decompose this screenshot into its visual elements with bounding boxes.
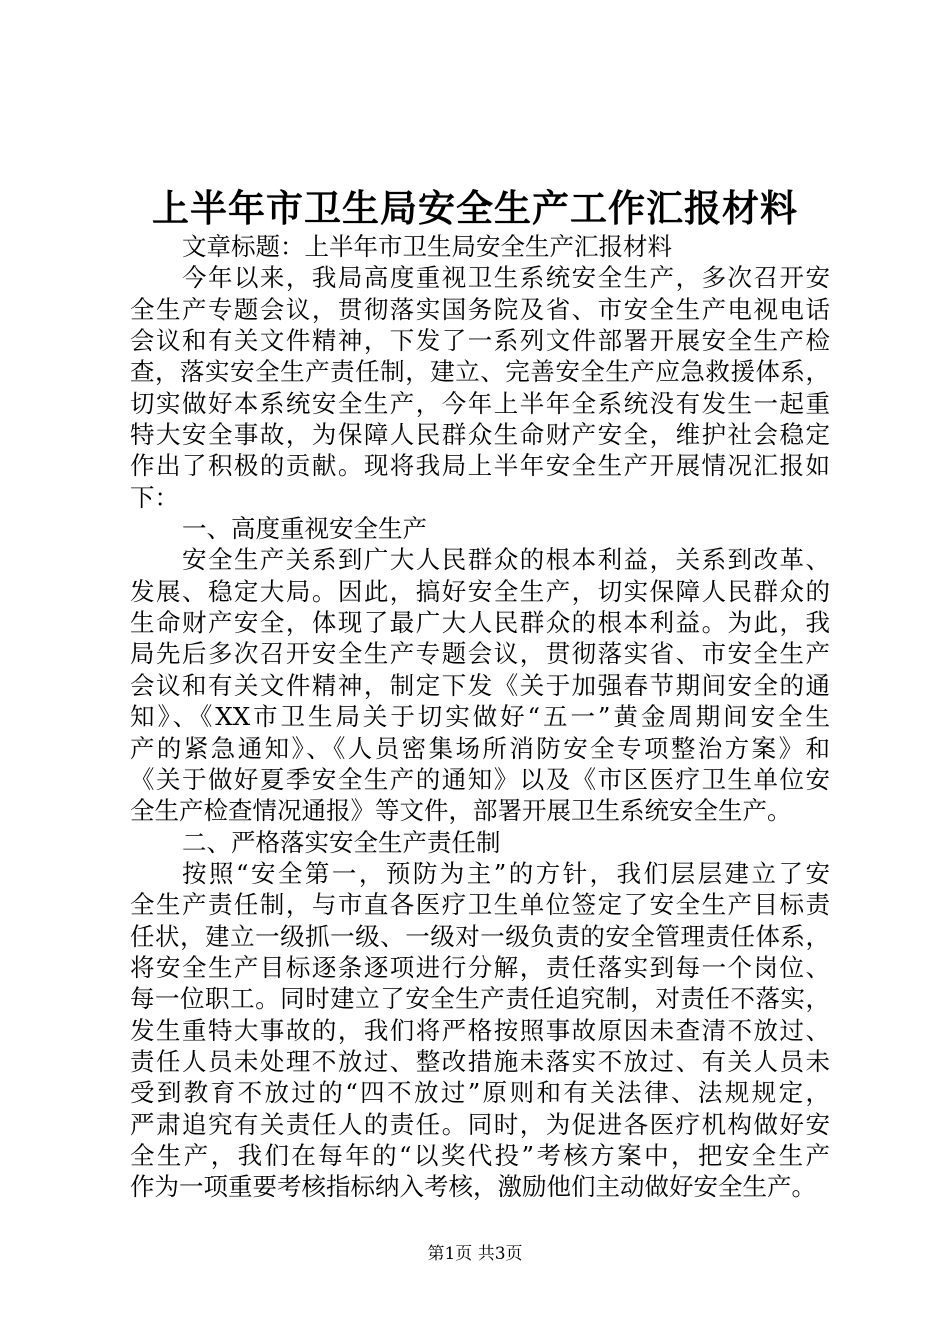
body-text-line: 责任人员未处理不放过、整改措施未落实不放过、有关人员未 [130,1046,830,1076]
body-text-line: 二、严格落实安全生产责任制 [182,827,501,857]
body-text-line: 全生产专题会议，贯彻落实国务院及省、市安全生产电视电话 [130,294,830,324]
body-text-line: 文章标题：上半年市卫生局安全生产汇报材料 [182,232,672,261]
body-text-line: 作出了积极的贡献。现将我局上半年安全生产开展情况汇报如 [130,451,830,481]
body-text-line: 按照“安全第一，预防为主”的方针，我们层层建立了安 [182,858,830,888]
body-text-line: 下： [130,482,179,512]
body-text-line: 产的紧急通知》、《人员密集场所消防安全专项整治方案》和 [130,733,830,763]
body-text-line: 受到教育不放过的“四不放过”原则和有关法律、法规规定， [130,1078,830,1108]
body-text-line: 切实做好本系统安全生产，今年上半年全系统没有发生一起重 [130,388,830,418]
body-text-line: 知》、《XX市卫生局关于切实做好“五一”黄金周期间安全生 [130,702,830,732]
body-text-line: 严肃追究有关责任人的责任。同时，为促进各医疗机构做好安 [130,1109,830,1139]
body-text-line: 特大安全事故，为保障人民群众生命财产安全，维护社会稳定 [130,420,830,450]
body-text-line: 发生重特大事故的，我们将严格按照事故原因未查清不放过、 [130,1015,830,1045]
page-footer: 第1页 共3页 [427,1244,523,1264]
document-body [130,231,830,1203]
body-text-line: 发展、稳定大局。因此，搞好安全生产，切实保障人民群众的 [130,576,830,606]
body-text-line: 每一位职工。同时建立了安全生产责任追究制，对责任不落实， [130,984,830,1014]
body-text-line: 查，落实安全生产责任制，建立、完善安全生产应急救援体系， [130,357,830,387]
body-text-line: 局先后多次召开安全生产专题会议，贯彻落实省、市安全生产 [130,639,830,669]
body-text-line: 今年以来，我局高度重视卫生系统安全生产，多次召开安 [182,263,830,293]
document-title: 上半年市卫生局安全生产工作汇报材料 [152,186,798,230]
body-text-line: 作为一项重要考核指标纳入考核，激励他们主动做好安全生产。 [130,1172,816,1202]
body-text-line: 会议和有关文件精神，制定下发《关于加强春节期间安全的通 [130,670,830,700]
body-text-line: 全生产责任制，与市直各医疗卫生单位签定了安全生产目标责 [130,890,830,920]
body-text-line: 将安全生产目标逐条逐项进行分解，责任落实到每一个岗位、 [130,952,830,982]
body-text-line: 全生产，我们在每年的“以奖代投”考核方案中，把安全生产 [130,1140,830,1170]
body-text-line: 生命财产安全，体现了最广大人民群众的根本利益。为此，我 [130,608,830,638]
body-text-line: 安全生产关系到广大人民群众的根本利益，关系到改革、 [182,545,830,575]
body-text-line: 任状，建立一级抓一级、一级对一级负责的安全管理责任体系， [130,921,830,951]
body-text-line: 一、高度重视安全生产 [182,514,427,544]
body-text-line: 会议和有关文件精神，下发了一系列文件部署开展安全生产检 [130,326,830,356]
body-text-line: 全生产检查情况通报》等文件，部署开展卫生系统安全生产。 [130,796,792,826]
body-text-line: 《关于做好夏季安全生产的通知》以及《市区医疗卫生单位安 [130,764,830,794]
